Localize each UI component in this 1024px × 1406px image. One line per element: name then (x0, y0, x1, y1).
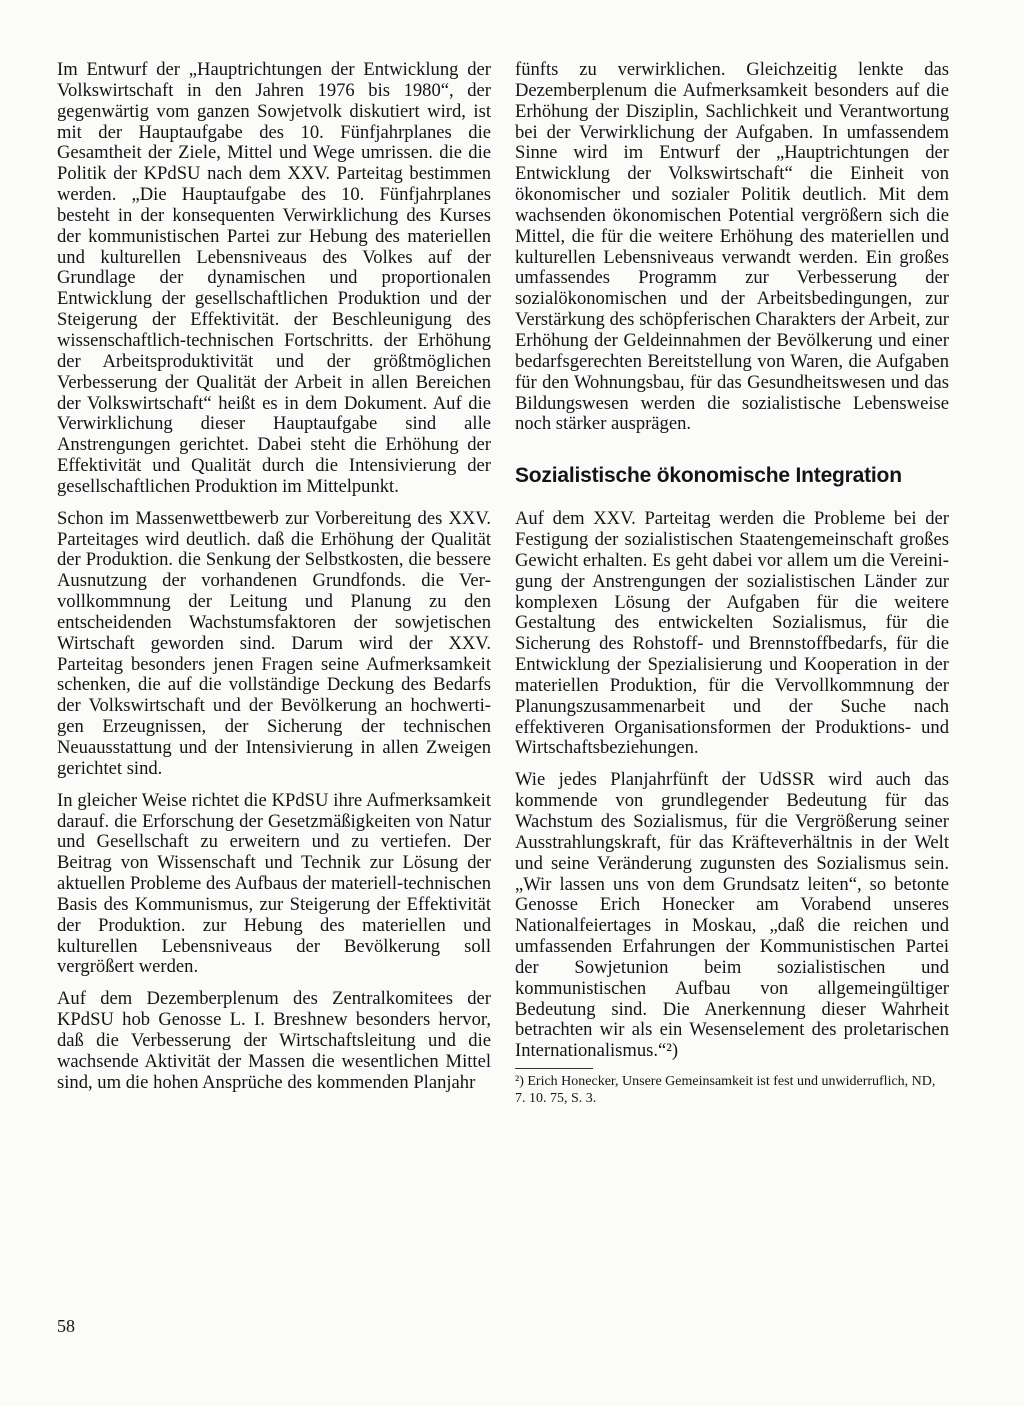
paragraph-dezemberplenum: Auf dem Dezemberplenum des Zentralkomitees der KPdSU hob Genosse L. I. Breshnew besonders hervor, daß die Verbesserung der Wirtschaftsleitung und die wachsende Aktivität der Massen die wesentlichen Mittel sind, um die hohen Ansprüche des kommenden Planjahr (57, 988, 491, 1093)
page-number: 58 (57, 1316, 75, 1336)
section-heading: Sozialistische ökonomische Integration (515, 464, 902, 488)
paragraph-wissenschaft: In gleicher Weise richtet die KPdSU ihre Aufmerksamkeit darauf. die Erforschung der Gesetzmäßigkeiten von Natur und Gesellschaft zu erweitern und zu vertiefen. Der Beitrag von Wissenschaft und Technik zur Lösung der aktuellen Probleme des Aufbaus der materiell-technischen Basis des Kommunismus, zur Steigerung der Effektivität der Produktion. zur Hebung des materiellen und kulturellen Lebensniveaus der Bevölkerung soll vergrößert werden. (57, 789, 491, 978)
paragraph-continuation: fünfts zu verwirklichen. Gleichzeitig lenkte das Dezemberplenum die Aufmerksamkeit besonders auf die Erhöhung der Disziplin, Sachlichkeit und Verantwortung bei der Verwirklichung der Aufgaben. In umfassendem Sinne wird im Entwurf der „Hauptrichtungen der Entwicklung der Volkswirtschaft“ die Einheit von ökonomischer und sozialer Politik deutlich. Mit dem wachsenden ökonomischen Potential vergrößern sich die Mittel, die für die weitere Erhöhung des materiellen und kulturellen Lebensniveaus verwandt werden. Ein großes umfassendes Programm zur Verbesserung der sozialökonomischen und der Arbeitsbedingungen, zur Verstärkung des schöpferischen Charakters der Arbeit, zur Erhöhung der Geldeinnahmen der Bevölkerung und einer bedarfsgerechten Bereitstellung von Waren, die Aufgaben für den Wohnungsbau, für das Gesundheitswesen und das Bildungswesen werden die sozialistische Lebensweise noch stärker ausprägen. (515, 59, 949, 435)
right-column (515, 60, 949, 1118)
left-column (57, 60, 491, 1094)
paragraph-integration: Auf dem XXV. Parteitag werden die Probleme bei der Festigung der sozialistischen Staatengemeinschaft großes Gewicht erhalten. Es geht dabei vor allem um die Vereinigung der Anstrengungen der sozialistischen Länder zur komplexen Lösung der Aufgaben für die weitere Gestaltung des entwickelten Sozialismus, für die Sicherung des Rohstoff- und Brennstoffbedarfs, für die Entwicklung der Spezialisierung und Kooperation in der materiellen Produktion, für die Vervollkommnung der Planungszusammenarbeit und der Suche nach effektiveren Organisationsformen der Produktions- und Wirtschaftsbeziehungen. (515, 508, 949, 759)
paragraph-hauptaufgabe: Im Entwurf der „Hauptrichtungen der Entwicklung der Volkswirtschaft in den Jahren 1976 bis 1980“, der gegenwärtig vom ganzen Sowjetvolk diskutiert wird, ist mit der Hauptaufgabe des 10. Fünfjahrplanes die Gesamtheit der Ziele, Mittel und Wege umrissen. die die Politik der KPdSU nach dem XXV. Parteitag bestimmen werden. „Die Hauptaufgabe des 10. Fünfjahrplanes besteht in der konsequenten Verwirklichung des Kurses der kommunistischen Partei zur Hebung des materiellen und kulturellen Lebensniveaus des Volkes auf der Grundlage der dynamischen und proportionalen Entwicklung der gesellschaftlichen Produktion und der Steigerung der Effektivität. der Beschleunigung des wissenschaftlich-technischen Fortschritts. der Erhöhung der Arbeitsproduktivität und der größtmöglichen Verbesserung der Qualität der Arbeit in allen Bereichen der Volkswirtschaft“ heißt es in dem Dokument. Auf die Verwirklichung dieser Hauptaufgabe sind alle Anstrengungen gerichtet. Dabei steht die Erhöhung der Effektivität und Qualität durch die Intensivierung der gesellschaftlichen Produktion im Mittelpunkt. (57, 59, 491, 497)
footnote: ²) Erich Honecker, Unsere Gemeinsamkeit ist fest und unwiderruflich, ND, 7. 10. 75, S. 3. (515, 1074, 936, 1107)
paragraph-massenwettbewerb: Schon im Massenwettbewerb zur Vorbereitung des XXV. Parteitages wird deutlich. daß die Erhöhung der Qualität der Produktion. die Senkung der Selbstkosten, die bessere Ausnutzung der vorhandenen Grundfonds. die Vervollkommnung der Leitung und Planung zu den entscheidenden Wachstumsfaktoren der sowjetischen Wirtschaft geworden sind. Darum wird der XXV. Parteitag besonders jenen Fragen seine Aufmerksamkeit schenken, die auf die vollständige Deckung des Bedarfs der Volkswirtschaft und der Bevölkerung an hochwertigen Erzeugnissen, der Sicherung der technischen Neuausstattung und der Intensivierung in allen Zweigen gerichtet sind. (57, 507, 491, 779)
footnote-divider (515, 1068, 593, 1069)
paragraph-planjahrfuenft: Wie jedes Planjahrfünft der UdSSR wird auch das kommende von grundlegender Bedeutung für das Wachstum des Sozialismus, für die Vergrößerung seiner Ausstrahlungskraft, für das Kräfteverhältnis in der Welt und seine Veränderung zugunsten des Sozialismus sein. „Wir lassen uns von dem Grundsatz leiten“, so betonte Genosse Erich Honecker am Vorabend unseres Nationalfeiertages in Moskau, „daß die reichen und umfassenden Erfahrungen der Kommunistischen Partei der Sowjetunion beim sozialistischen und kommunistischen Aufbau von allgemeingültiger Bedeutung sind. Die Anerkennung dieser Wahrheit betrachten wir als ein Wesenselement des proletarischen Internationalismus.“²) (515, 769, 949, 1062)
